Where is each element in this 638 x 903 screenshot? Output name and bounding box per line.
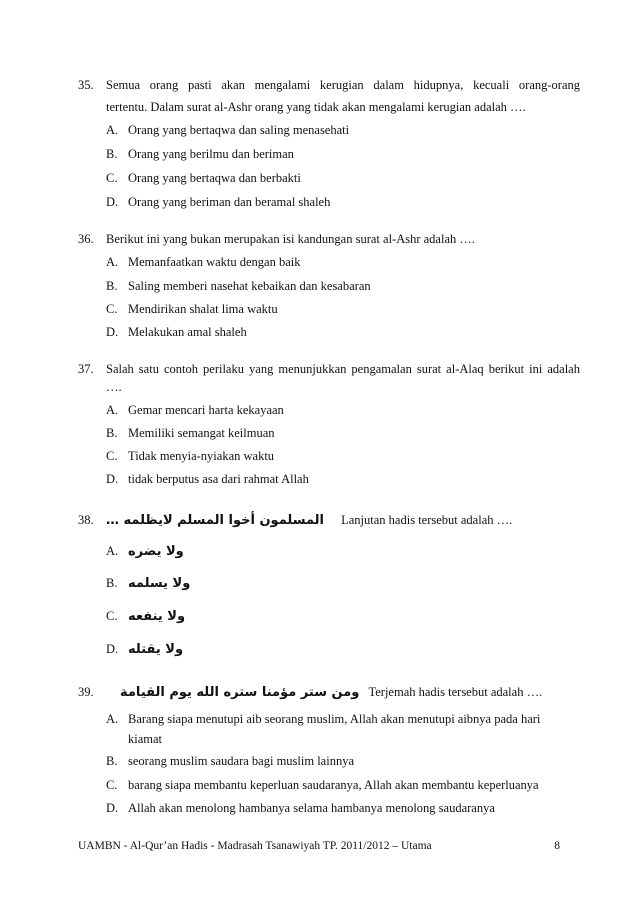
stem-line: Berikut ini yang bukan merupakan isi kandungan surat al-Ashr adalah ….: [106, 232, 476, 246]
option-letter: D.: [106, 195, 119, 209]
option-d: [106, 639, 580, 660]
question-stem: [106, 509, 580, 532]
option-letter: D.: [106, 801, 119, 815]
question-number: 38.: [78, 513, 94, 527]
arabic-hadith-text: ومن ستر مؤمنا ستره الله يوم القيامة: [120, 685, 360, 700]
option-letter: C.: [106, 302, 118, 316]
arabic-hadith-text: المسلمون أخوا المسلم لايظلمه …: [106, 513, 324, 528]
stem-line: ….: [106, 380, 122, 394]
question-number: 37.: [78, 362, 94, 376]
option-letter: A.: [106, 123, 119, 137]
stem-line: Semua orang pasti akan mengalami kerugian dalam hidupnya, kecuali orang-orang: [106, 78, 580, 92]
option-text: Orang yang berilmu dan beriman: [128, 147, 294, 161]
option-text: Tidak menyia-nyiakan waktu: [128, 449, 275, 463]
option-letter: B.: [106, 576, 118, 590]
option-letter: A.: [106, 255, 119, 269]
option-text: Orang yang bertaqwa dan saling menasehati: [128, 123, 350, 137]
option-arabic: ولا يقتله: [128, 642, 184, 657]
option-letter: B.: [106, 279, 118, 293]
option-text: Gemar mencari harta kekayaan: [128, 403, 284, 417]
stem-line: tertentu. Dalam surat al-Ashr orang yang tidak akan mengalami kerugian adalah ….: [106, 100, 526, 114]
option-letter: B.: [106, 426, 118, 440]
option-letter: B.: [106, 147, 118, 161]
option-text: Mendirikan shalat lima waktu: [128, 302, 278, 316]
option-letter: A.: [106, 544, 119, 558]
option-letter: A.: [106, 403, 119, 417]
option-b: [106, 751, 580, 771]
option-text: Memiliki semangat keilmuan: [128, 426, 275, 440]
stem-tail: Lanjutan hadis tersebut adalah ….: [341, 513, 513, 527]
option-a: [106, 709, 580, 749]
question-number: 39.: [78, 685, 94, 699]
question-stem: [106, 358, 580, 394]
option-b: [106, 423, 580, 443]
question-stem: [106, 228, 580, 250]
option-text: seorang muslim saudara bagi muslim lainnya: [128, 754, 354, 768]
option-text: [128, 709, 578, 749]
option-text: Orang yang bertaqwa dan berbakti: [128, 171, 301, 185]
option-c: [106, 606, 580, 627]
option-arabic: ولا يسلمه: [128, 576, 191, 591]
option-letter: C.: [106, 778, 118, 792]
page-number: 8: [554, 840, 560, 852]
option-text: Memanfaatkan waktu dengan baik: [128, 255, 301, 269]
option-d: [106, 469, 580, 489]
question-number: 36.: [78, 232, 94, 246]
option-text-line: Barang siapa menutupi aib seorang muslim, Allah akan menutupi aibnya pada hari: [128, 712, 541, 726]
stem-tail: Terjemah hadis tersebut adalah ….: [368, 685, 543, 699]
option-a: [106, 252, 580, 272]
option-letter: B.: [106, 754, 118, 768]
option-letter: D.: [106, 472, 119, 486]
page-footer: [78, 840, 560, 852]
option-a: [106, 400, 580, 420]
option-letter: C.: [106, 609, 118, 623]
option-a: [106, 120, 580, 140]
footer-text: UAMBN - Al-Qur’an Hadis - Madrasah Tsanawiyah TP. 2011/2012 – Utama: [78, 840, 432, 852]
option-d: [106, 798, 580, 818]
question-stem: [106, 74, 580, 118]
option-letter: D.: [106, 642, 119, 656]
option-b: [106, 573, 580, 594]
option-letter: C.: [106, 449, 118, 463]
stem-line: Salah satu contoh perilaku yang menunjukkan pengamalan surat al-Alaq berikut ini adalah: [106, 362, 580, 376]
option-c: [106, 299, 580, 319]
option-a: [106, 541, 580, 562]
option-d: [106, 192, 580, 212]
option-letter: C.: [106, 171, 118, 185]
option-text: Saling memberi nasehat kebaikan dan kesabaran: [128, 279, 371, 293]
option-arabic: ولا ينفعه: [128, 609, 186, 624]
option-b: [106, 144, 580, 164]
option-c: [106, 446, 580, 466]
option-text: Melakukan amal shaleh: [128, 325, 247, 339]
option-text: Allah akan menolong hambanya selama hambanya menolong saudaranya: [128, 801, 495, 815]
question-stem: [120, 681, 580, 704]
option-text: tidak berputus asa dari rahmat Allah: [128, 472, 309, 486]
option-arabic: ولا يضره: [128, 544, 184, 559]
option-b: [106, 276, 580, 296]
question-number: 35.: [78, 78, 94, 92]
option-text: barang siapa membantu keperluan saudaranya, Allah akan membantu keperluanya: [128, 778, 539, 792]
option-text-line: kiamat: [128, 732, 163, 746]
option-text: Orang yang beriman dan beramal shaleh: [128, 195, 331, 209]
option-letter: D.: [106, 325, 119, 339]
option-letter: A.: [106, 712, 119, 726]
option-c: [106, 775, 580, 795]
option-c: [106, 168, 580, 188]
option-d: [106, 322, 580, 342]
